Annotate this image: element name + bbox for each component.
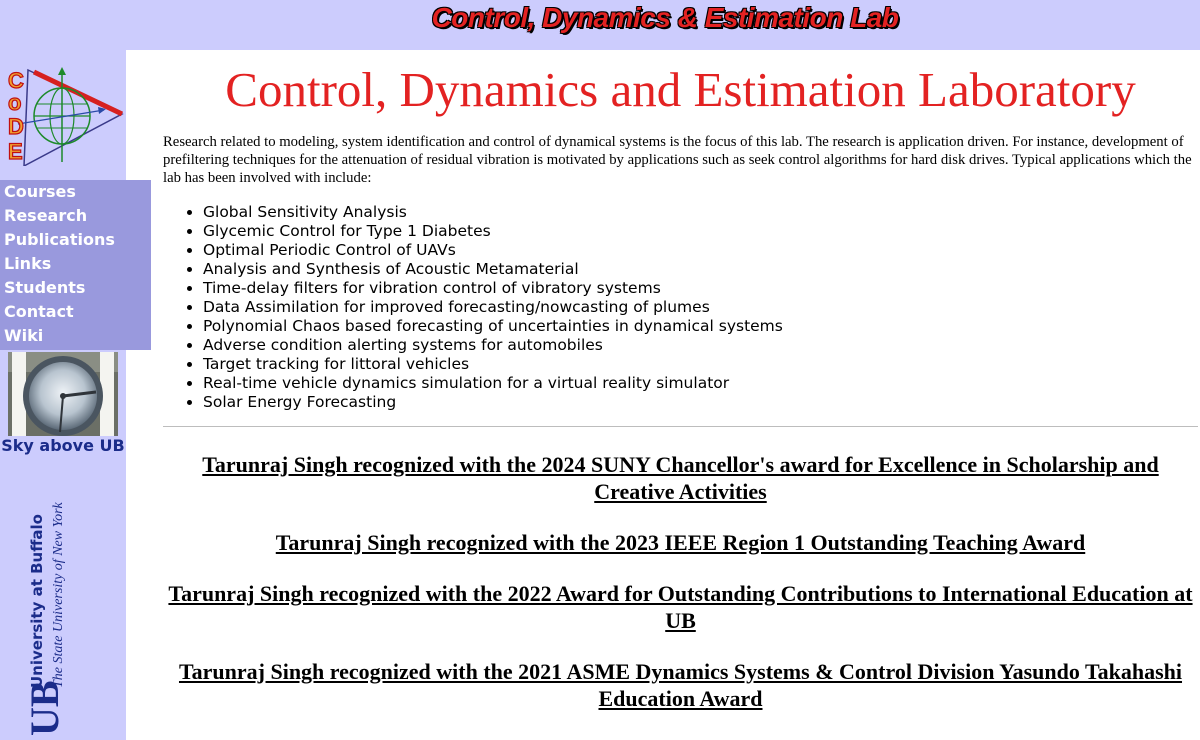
university-at-buffalo-logo[interactable] <box>18 476 78 740</box>
svg-text:C: C <box>8 68 24 93</box>
nav-item-students[interactable]: Students <box>4 278 86 297</box>
award-link-2022[interactable]: Tarunraj Singh recognized with the 2022 Award for Outstanding Contributions to International Education at UB <box>168 581 1193 633</box>
intro-paragraph: Research related to modeling, system identification and control of dynamical systems is the focus of this lab. The research is application driven. For instance, development of prefiltering techniques for the attenuation of residual vibration is motivated by applications such as seek control algorithms for hard disk drives. Typical applications which the lab has been involved with include: <box>163 134 1192 186</box>
applications-list <box>163 203 1198 412</box>
sky-above-ub-link[interactable]: Sky above UB <box>1 436 125 455</box>
page-title: Control, Dynamics and Estimation Laboratory <box>225 62 1136 117</box>
list-item: • Target tracking for littoral vehicles <box>203 355 1198 374</box>
lab-banner-title: Control, Dynamics & Estimation Lab <box>431 2 899 33</box>
svg-text:E: E <box>8 139 23 164</box>
list-item: • Optimal Periodic Control of UAVs <box>203 241 1198 260</box>
main-content <box>163 50 1198 736</box>
nav-item-contact[interactable]: Contact <box>4 302 74 321</box>
university-name: University at Buffalo <box>28 514 46 688</box>
list-item: • Real-time vehicle dynamics simulation for a virtual reality simulator <box>203 374 1198 393</box>
nav-item-courses[interactable]: Courses <box>4 182 76 201</box>
list-item: • Analysis and Synthesis of Acoustic Metamaterial <box>203 260 1198 279</box>
list-item: • Time-delay filters for vibration control of vibratory systems <box>203 279 1198 298</box>
top-banner-bar <box>0 0 1200 50</box>
nav-item-publications[interactable]: Publications <box>4 230 115 249</box>
award-link-2023[interactable]: Tarunraj Singh recognized with the 2023 IEEE Region 1 Outstanding Teaching Award <box>275 530 1086 555</box>
sky-camera-image[interactable] <box>8 352 118 436</box>
award-link-2021[interactable]: Tarunraj Singh recognized with the 2021 ASME Dynamics Systems & Control Division Yasundo Takahashi Education Award <box>178 659 1183 711</box>
list-item: • Glycemic Control for Type 1 Diabetes <box>203 222 1198 241</box>
svg-text:o: o <box>8 90 22 115</box>
section-divider <box>163 426 1198 427</box>
list-item: • Polynomial Chaos based forecasting of uncertainties in dynamical systems <box>203 317 1198 336</box>
sidebar-nav <box>0 180 151 350</box>
svg-text:D: D <box>8 114 24 139</box>
list-item: • Adverse condition alerting systems for automobiles <box>203 336 1198 355</box>
nav-item-wiki[interactable]: Wiki <box>4 326 44 345</box>
university-subtitle: The State University of New York <box>51 502 66 688</box>
nav-item-research[interactable]: Research <box>4 206 88 225</box>
list-item: • Solar Energy Forecasting <box>203 393 1198 412</box>
list-item: • Data Assimilation for improved forecasting/nowcasting of plumes <box>203 298 1198 317</box>
nav-item-links[interactable]: Links <box>4 254 52 273</box>
list-item: • Global Sensitivity Analysis <box>203 203 1198 222</box>
ub-monogram: UB <box>22 680 67 736</box>
award-link-2024[interactable]: Tarunraj Singh recognized with the 2024 SUNY Chancellor's award for Excellence in Scholarship and Creative Activities <box>202 452 1159 504</box>
code-lab-logo[interactable] <box>4 66 126 166</box>
awards-section <box>163 451 1198 712</box>
